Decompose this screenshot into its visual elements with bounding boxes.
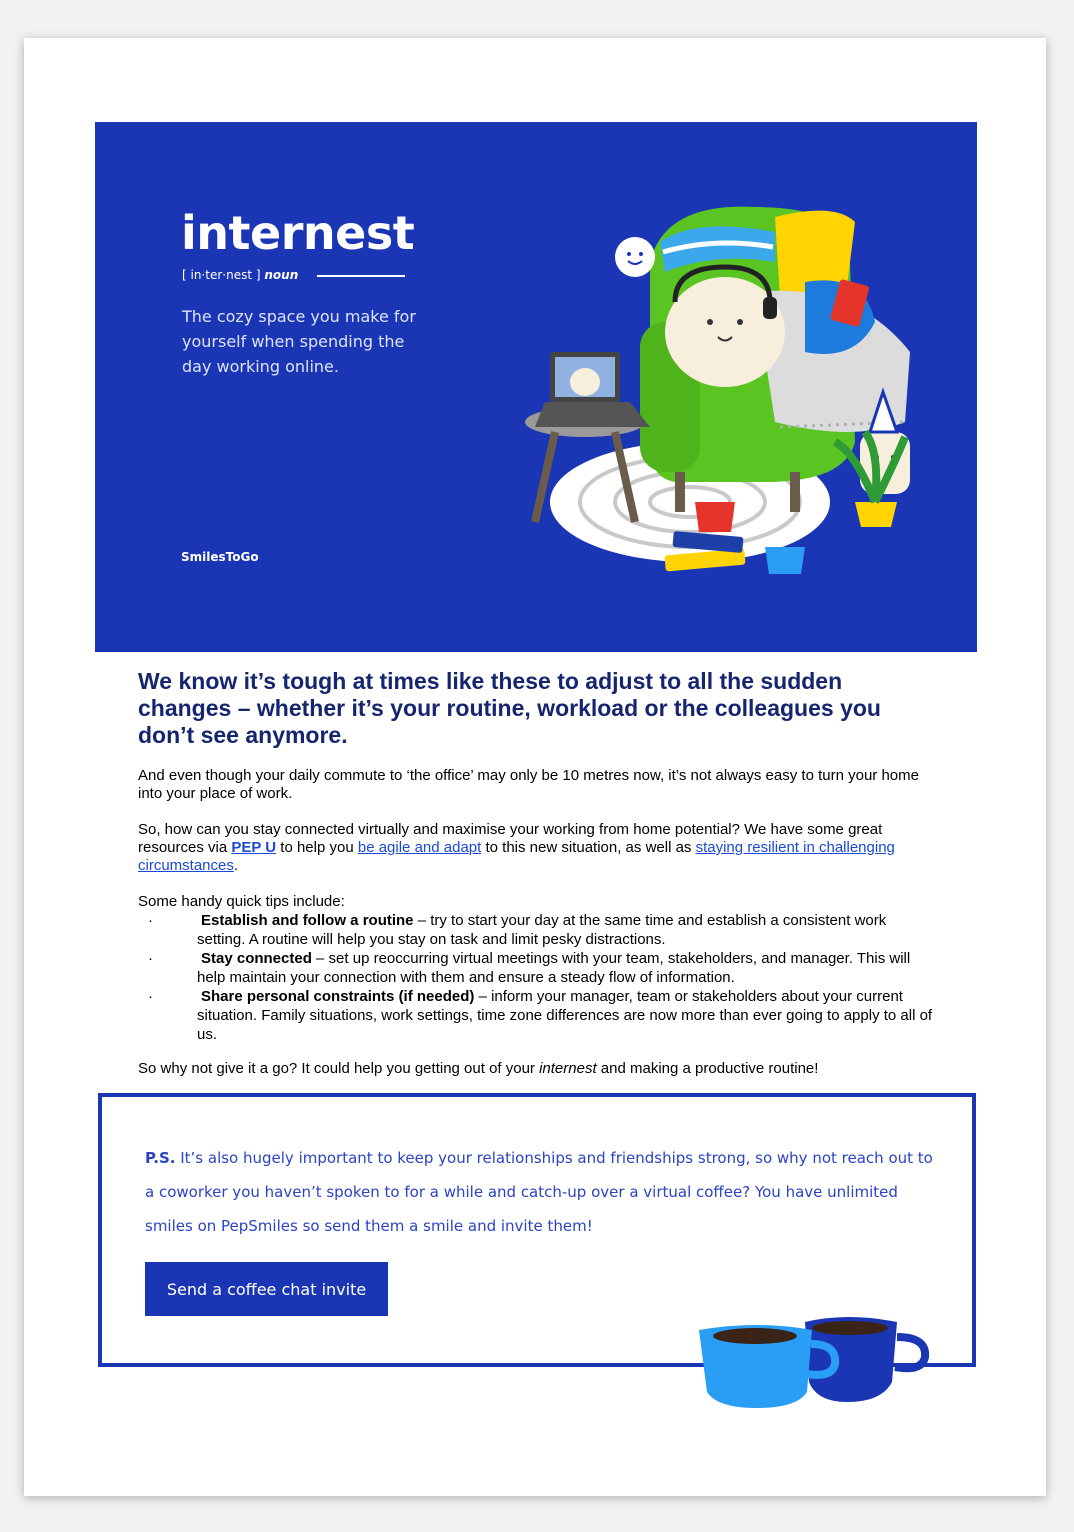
tip-item-connected: · Stay connected – set up reoccurring virtual meetings with your team, stakeholders, and manager. This will help maintain your connection with them and ensure a steady flow of information.: [148, 950, 911, 986]
hero-banner: [95, 122, 977, 652]
internest-illustration: [435, 182, 915, 602]
email-body: [138, 668, 938, 1093]
smilestogo-logo: SmilesToGo: [181, 550, 259, 564]
hero-pronunciation: [ in·ter·nest ] noun: [182, 268, 299, 282]
agile-adapt-link[interactable]: be agile and adapt: [357, 839, 482, 856]
hero-title: internest: [181, 206, 415, 260]
coffee-cups-icon: [697, 1312, 933, 1412]
paragraph-resources: So, how can you stay connected virtually and maximise your working from home potential? We have some great resources via PEP U to help you be agile and adapt to this new situation, as well as staying resilient in challenging circumstances.: [138, 821, 895, 874]
paragraph-commute: And even though your daily commute to ‘the office’ may only be 10 metres now, it’s not always easy to turn your home into your place of work.: [138, 767, 919, 802]
tip-item-constraints: · Share personal constraints (if needed) – inform your manager, team or stakeholders about your current situation. Family situations, work settings, time zone differences are now more than ever going to apply to all of us.: [148, 988, 933, 1043]
ps-text: P.S. It’s also hugely important to keep your relationships and friendships strong, so why not reach out to a coworker you haven’t spoken to for a while and catch-up over a virtual coffee? You have unlimited smiles on PepSmiles so send them a smile and invite them!: [145, 1149, 933, 1235]
closing-paragraph: So why not give it a go? It could help you getting out of your internest and making a productive routine!: [138, 1060, 819, 1077]
headline: We know it’s tough at times like these to adjust to all the sudden changes – whether it’s your routine, workload or the colleagues you don’t see anymore.: [138, 668, 881, 748]
send-coffee-chat-button[interactable]: Send a coffee chat invite: [145, 1262, 388, 1316]
resilient-link[interactable]: staying resilient in challenging circumstances: [138, 839, 895, 874]
hero-description: The cozy space you make for yourself when spending the day working online.: [182, 307, 416, 376]
pep-u-link[interactable]: PEP U: [231, 839, 277, 856]
tips-intro: Some handy quick tips include:: [138, 893, 345, 910]
tip-item-routine: · Establish and follow a routine – try to start your day at the same time and establish a consistent work setting. A routine will help you stay on task and limit pesky distractions.: [148, 912, 887, 948]
divider: [317, 275, 405, 277]
